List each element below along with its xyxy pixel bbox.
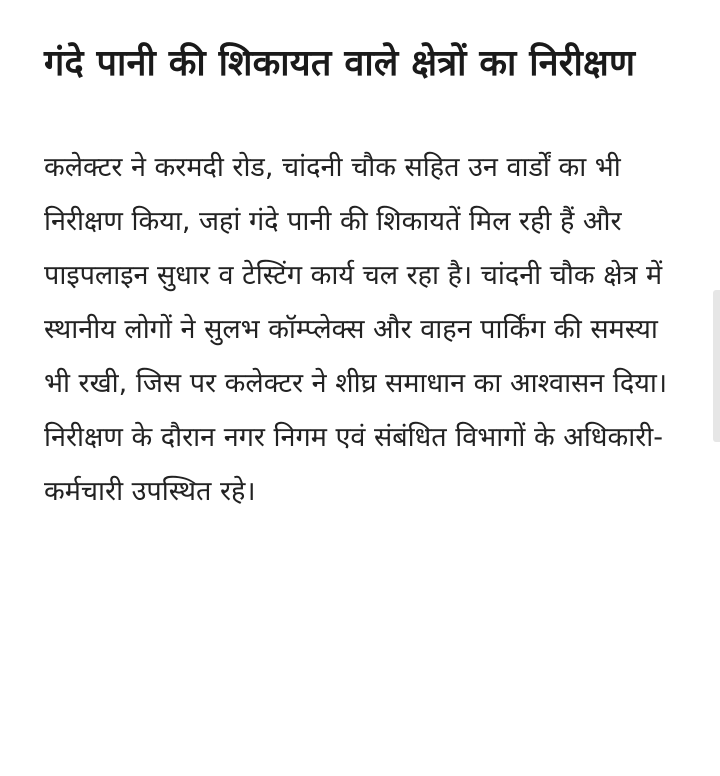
article-headline: गंदे पानी की शिकायत वाले क्षेत्रों का निरीक्षण [44, 43, 636, 84]
scroll-indicator[interactable] [713, 290, 720, 442]
article-paragraph: कलेक्टर ने करमदी रोड, चांदनी चौक सहित उन वार्डों का भी निरीक्षण किया, जहां गंदे पानी की शिकायतें मिल रही हैं और पाइपलाइन सुधार व टेस्टिंग कार्य चल रहा है। चांदनी चौक क्षेत्र में स्थानीय लोगों ने सुलभ कॉम्प्लेक्स और वाहन पार्किंग की समस्या भी रखी, जिस पर कलेक्टर ने शीघ्र समाधान का आश्वासन दिया।निरीक्षण के दौरान नगर निगम एवं संबंधित विभागों के अधिकारी-कर्मचारी उपस्थित रहे। [44, 152, 668, 507]
